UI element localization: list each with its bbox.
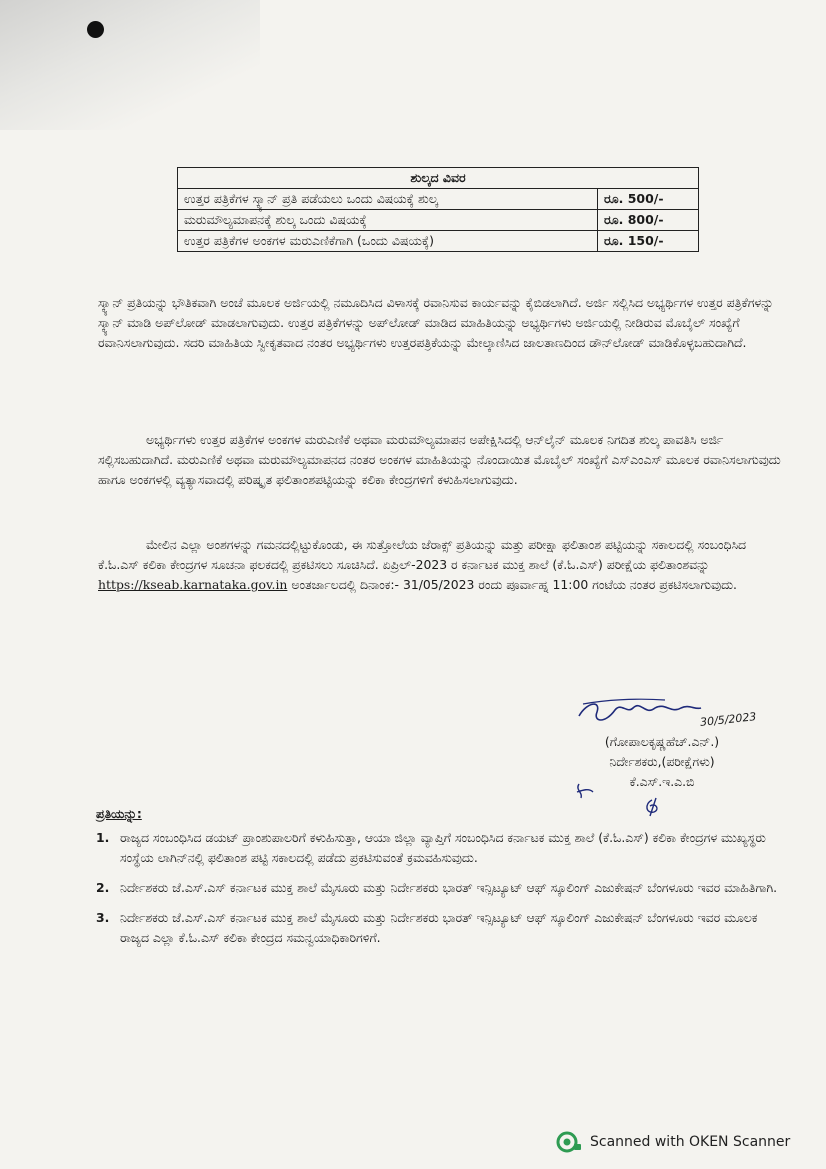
fee-table-row [178,210,699,231]
copy-text: ರಾಜ್ಯದ ಸಂಬಂಧಿಸಿದ ಡಯಟ್ ಪ್ರಾಂಶುಪಾಲರಿಗೆ ಕಳುಹಿಸುತ್ತಾ, ಆಯಾ ಜಿಲ್ಲಾ ವ್ಯಾಪ್ತಿಗೆ ಸಂಬಂಧಿಸಿದ ಕರ್ನಾಟಕ ಮುಕ್ತ ಶಾಲೆ (ಕೆ.ಓ.ಎಸ್) ಕಲಿಕಾ ಕೇಂದ್ರಗಳ ಮುಖ್ಯಸ್ಥರು ಸಂಸ್ಥೆಯ ಲಾಗಿನ್‌ನಲ್ಲಿ ಫಲಿತಾಂಶ ಪಟ್ಟಿ ಸಕಾಲದಲ್ಲಿ ಪಡೆದು ಪ್ರಕಟಿಸುವಂತೆ ಕ್ರಮವಹಿಸುವುದು. [120,830,766,865]
paragraph-text-end: ಅಂತರ್ಜಾಲದಲ್ಲಿ ದಿನಾಂಕ:- 31/05/2023 ರಂದು ಪೂರ್ವಾಹ್ನ 11:00 ಗಂಟೆಯ ನಂತರ ಪ್ರಕಟಿಸಲಾಗುವುದು. [287,577,737,592]
fee-amount: ರೂ. 500/- [598,189,699,210]
paragraph-scan-copy [98,293,782,353]
fee-table-row [178,231,699,252]
fee-table-header-row [178,168,699,189]
paragraph-text-start: ಮೇಲಿನ ಎಲ್ಲಾ ಅಂಶಗಳನ್ನು ಗಮನದಲ್ಲಿಟ್ಟುಕೊಂಡು, ಈ ಸುತ್ತೋಲೆಯ ಜೆರಾಕ್ಸ್ ಪ್ರತಿಯನ್ನು ಮತ್ತು ಪರೀಕ್ಷಾ ಫಲಿತಾಂಶ ಪಟ್ಟಿಯನ್ನು ಸಕಾಲದಲ್ಲಿ ಸಂಬಂಧಿಸಿದ ಕೆ.ಓ.ಎಸ್ ಕಲಿಕಾ ಕೇಂದ್ರಗಳ ಸೂಚನಾ ಫಲಕದಲ್ಲಿ ಪ್ರಕಟಿಸಲು ಸೂಚಿಸಿದೆ. ಏಪ್ರಿಲ್-2023 ರ ಕರ್ನಾಟಕ ಮುಕ್ತ ಶಾಲೆ (ಕೆ.ಓ.ಎಸ್) ಪರೀಕ್ಷೆಯ ಫಲಿತಾಂಶವನ್ನು [98,537,747,572]
signature-date: 30/5/2023 [699,710,757,729]
copy-text: ನಿರ್ದೇಶಕರು ಜೆ.ಎಸ್.ಎಸ್ ಕರ್ನಾಟಕ ಮುಕ್ತ ಶಾಲೆ ಮೈಸೂರು ಮತ್ತು ನಿರ್ದೇಶಕರು ಭಾರತ್ ಇನ್ಸಿಟ್ಯೂಟ್ ಆಫ್ ಸ್ಕೂಲಿಂಗ್ ಎಜುಕೇಷನ್ ಬೆಂಗಳೂರು ಇವರ ಮೂಲಕ ರಾಜ್ಯದ ಎಲ್ಲಾ ಕೆ.ಓ.ಎಸ್ ಕಲಿಕಾ ಕೇಂದ್ರದ ಸಮನ್ವಯಾಧಿಕಾರಿಗಳಿಗೆ. [120,910,758,945]
copy-item [96,908,786,948]
signatory-designation: ನಿರ್ದೇಶಕರು,(ಪರೀಕ್ಷೆಗಳು) [609,754,715,769]
punch-hole-dot [87,21,104,38]
scanner-logo-icon [556,1131,582,1153]
copy-text: ನಿರ್ದೇಶಕರು ಜೆ.ಎಸ್.ಎಸ್ ಕರ್ನಾಟಕ ಮುಕ್ತ ಶಾಲೆ ಮೈಸೂರು ಮತ್ತು ನಿರ್ದೇಶಕರು ಭಾರತ್ ಇನ್ಸಿಟ್ಯೂಟ್ ಆಫ್ ಸ್ಕೂಲಿಂಗ್ ಎಜುಕೇಷನ್ ಬೆಂಗಳೂರು ಇವರ ಮಾಹಿತಿಗಾಗಿ. [120,880,778,895]
copies-list [96,828,786,958]
initial-mark-icon [573,780,597,800]
fee-details-table [177,167,699,252]
fee-table-row [178,189,699,210]
page-shadow [0,0,260,130]
copies-heading: ಪ್ರತಿಯನ್ನು: [96,806,142,821]
paragraph-revaluation [98,430,782,490]
signatory-office: ಕೆ.ಎಸ್.ಇ.ಎ.ಬಿ [629,774,695,789]
copy-number: 1. [96,830,110,845]
paragraph-result-publication [98,535,782,595]
copy-number: 3. [96,910,110,925]
copy-item [96,828,786,868]
scanner-watermark-text: Scanned with OKEN Scanner [590,1134,791,1150]
fee-table-title: ಶುಲ್ಕದ ವಿವರ [178,168,699,189]
fee-amount: ರೂ. 150/- [598,231,699,252]
copy-number: 2. [96,880,110,895]
fee-item: ಉತ್ತರ ಪತ್ರಿಕೆಗಳ ಸ್ಕ್ಯಾನ್ ಪ್ರತಿ ಪಡೆಯಲು ಒಂದು ವಿಷಯಕ್ಕೆ ಶುಲ್ಕ [178,189,598,210]
scanner-watermark [556,1131,790,1153]
paragraph-text: ಸ್ಕ್ಯಾನ್ ಪ್ರತಿಯನ್ನು ಭೌತಿಕವಾಗಿ ಅಂಚೆ ಮೂಲಕ ಅರ್ಜಿಯಲ್ಲಿ ನಮೂದಿಸಿದ ವಿಳಾಸಕ್ಕೆ ರವಾನಿಸುವ ಕಾರ್ಯವನ್ನು ಕೈಬಿಡಲಾಗಿದೆ. ಅರ್ಜಿ ಸಲ್ಲಿಸಿದ ಅಭ್ಯರ್ಥಿಗಳ ಉತ್ತರ ಪತ್ರಿಕೆಗಳನ್ನು ಸ್ಕ್ಯಾನ್ ಮಾಡಿ ಅಪ್‌ಲೋಡ್ ಮಾಡಲಾಗುವುದು. ಉತ್ತರ ಪತ್ರಿಕೆಗಳನ್ನು ಅಪ್‌ಲೋಡ್ ಮಾಡಿದ ಮಾಹಿತಿಯನ್ನು ಅಭ್ಯರ್ಥಿಗಳು ಅರ್ಜಿಯಲ್ಲಿ ನೀಡಿರುವ ಮೊಬೈಲ್ ಸಂಖ್ಯೆಗೆ ರವಾನಿಸಲಾಗುವುದು. ಸದರಿ ಮಾಹಿತಿಯ ಸ್ವೀಕೃತವಾದ ನಂತರ ಅಭ್ಯರ್ಥಿಗಳು ಉತ್ತರಪತ್ರಿಕೆಯನ್ನು ಮೇಲ್ಕಾಣಿಸಿದ ಜಾಲತಾಣದಿಂದ ಡೌನ್‌ಲೋಡ್ ಮಾಡಿಕೊಳ್ಳಬಹುದಾಗಿದೆ. [98,295,774,350]
fee-amount: ರೂ. 800/- [598,210,699,231]
paragraph-text: ಅಭ್ಯರ್ಥಿಗಳು ಉತ್ತರ ಪತ್ರಿಕೆಗಳ ಅಂಕಗಳ ಮರುಎಣಿಕೆ ಅಥವಾ ಮರುಮೌಲ್ಯಮಾಪನ ಅಪೇಕ್ಷಿಸಿದಲ್ಲಿ ಆನ್‌ಲೈನ್ ಮೂಲಕ ನಿಗದಿತ ಶುಲ್ಕ ಪಾವತಿಸಿ ಅರ್ಜಿ ಸಲ್ಲಿಸಬಹುದಾಗಿದೆ. ಮರುಎಣಿಕೆ ಅಥವಾ ಮರುಮೌಲ್ಯಮಾಪನದ ನಂತರ ಅಂಕಗಳ ಮಾಹಿತಿಯನ್ನು ನೊಂದಾಯಿತ ಮೊಬೈಲ್ ಸಂಖ್ಯೆಗೆ ಎಸ್‌ಎಂಎಸ್ ಮೂಲಕ ರವಾನಿಸಲಾಗುವುದು ಹಾಗೂ ಅಂಕಗಳಲ್ಲಿ ವ್ಯತ್ಯಾಸವಾದಲ್ಲಿ ಪರಿಷ್ಕೃತ ಫಲಿತಾಂಶಪಟ್ಟಿಯನ್ನು ಕಲಿಕಾ ಕೇಂದ್ರಗಳಿಗೆ ಕಳುಹಿಸಲಾಗುವುದು. [98,432,781,487]
initial-mark-icon [640,796,664,818]
copy-item [96,878,786,898]
paragraph-text [98,535,782,595]
signatory-name: (ಗೋಪಾಲಕೃಷ್ಣಹೆಚ್.ಎನ್.) [604,734,720,749]
fee-item: ಮರುಮೌಲ್ಯಮಾಪನಕ್ಕೆ ಶುಲ್ಕ ಒಂದು ವಿಷಯಕ್ಕೆ [178,210,598,231]
kseab-website-link[interactable]: https://kseab.karnataka.gov.in [98,577,288,592]
fee-item: ಉತ್ತರ ಪತ್ರಿಕೆಗಳ ಅಂಕಗಳ ಮರುಎಣಿಕೆಗಾಗಿ (ಒಂದು ವಿಷಯಕ್ಕೆ) [178,231,598,252]
